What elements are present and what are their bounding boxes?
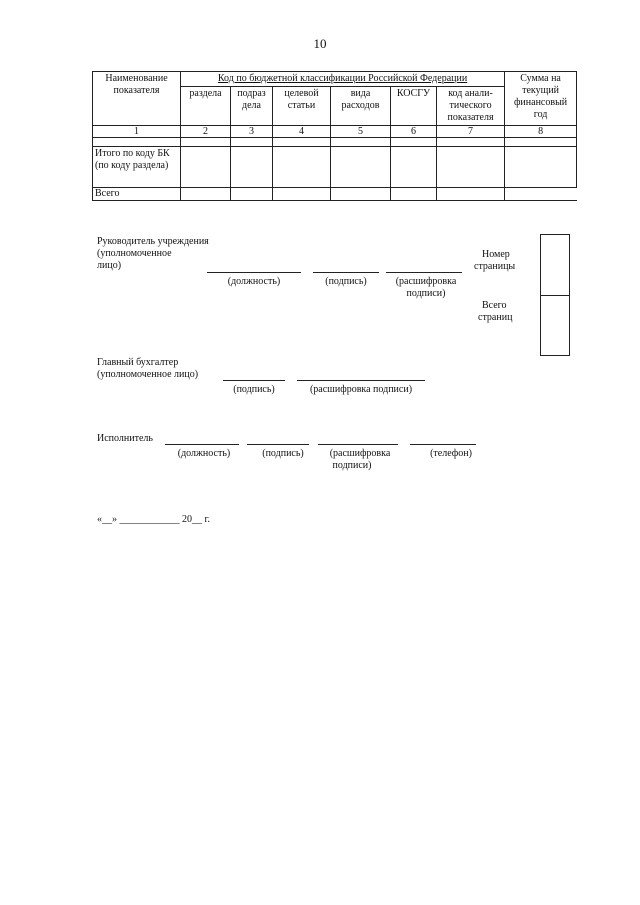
accountant-label-line2: (уполномоченное лицо) [97, 369, 199, 380]
executor-decode-line [318, 444, 398, 445]
header-target-item: целевой статьи [273, 87, 331, 126]
table-row-spacer [93, 138, 577, 147]
head-position-caption: (должность) [227, 276, 281, 287]
col-num-1: 1 [93, 126, 181, 138]
head-label-line3: лицо) [97, 260, 122, 271]
executor-signature-line [247, 444, 309, 445]
page-number: 10 [313, 36, 327, 51]
budget-table [92, 71, 577, 201]
column-numbers-row [93, 126, 577, 138]
col-num-4: 4 [273, 126, 331, 138]
total-pages-label-2: страниц [478, 312, 513, 323]
head-label-line1: Руководитель учреждения [97, 236, 209, 247]
executor-decode-caption-1: (расшифровка [329, 448, 391, 459]
executor-signature-caption: (подпись) [262, 448, 304, 459]
page-number-label-1: Номер [482, 249, 510, 260]
page-count-box [540, 234, 570, 356]
accountant-signature-caption: (подпись) [233, 384, 275, 395]
head-signature-line [313, 272, 379, 273]
executor-decode-caption-2: подписи) [332, 460, 372, 471]
executor-phone-caption: (телефон) [430, 448, 472, 459]
header-section: раздела [181, 87, 231, 126]
header-sum: Сумма на текущий финансовый год [505, 72, 577, 126]
head-decode-caption-2: подписи) [406, 288, 446, 299]
header-budget-code-group: Код по бюджетной классификации Российской Федерации [181, 72, 505, 87]
row-subtotal-label: Итого по коду БК (по коду раздела) [93, 147, 181, 188]
accountant-label-line1: Главный бухгалтер [97, 357, 179, 368]
col-num-2: 2 [181, 126, 231, 138]
header-kosgu: КОСГУ [391, 87, 437, 126]
date-line: «__» ____________ 20__ г. [97, 514, 210, 525]
col-num-3: 3 [231, 126, 273, 138]
col-num-6: 6 [391, 126, 437, 138]
table-row-subtotal [93, 147, 577, 188]
header-row-1 [93, 72, 577, 87]
header-indicator-name: Наименование показателя [93, 72, 181, 126]
table-row-total [93, 188, 577, 201]
page-number-label-2: страницы [474, 261, 516, 272]
col-num-8: 8 [505, 126, 577, 138]
head-position-line [207, 272, 301, 273]
col-num-7: 7 [437, 126, 505, 138]
head-decode-caption-1: (расшифровка [395, 276, 457, 287]
total-pages-label-1: Всего [482, 300, 507, 311]
head-signature-caption: (подпись) [325, 276, 367, 287]
header-expense-type: вида расходов [331, 87, 391, 126]
executor-phone-line [410, 444, 476, 445]
col-num-5: 5 [331, 126, 391, 138]
accountant-signature-line [223, 380, 285, 381]
accountant-decode-line [297, 380, 425, 381]
accountant-decode-caption: (расшифровка подписи) [309, 384, 413, 395]
row-total-label: Всего [93, 188, 181, 201]
head-decode-line [386, 272, 462, 273]
executor-label: Исполнитель [97, 433, 153, 444]
header-subsection: подраз дела [231, 87, 273, 126]
executor-position-line [165, 444, 239, 445]
header-analytic-code: код анали-тического показателя [437, 87, 505, 126]
head-label-line2: (уполномоченное [97, 248, 172, 259]
executor-position-caption: (должность) [177, 448, 231, 459]
